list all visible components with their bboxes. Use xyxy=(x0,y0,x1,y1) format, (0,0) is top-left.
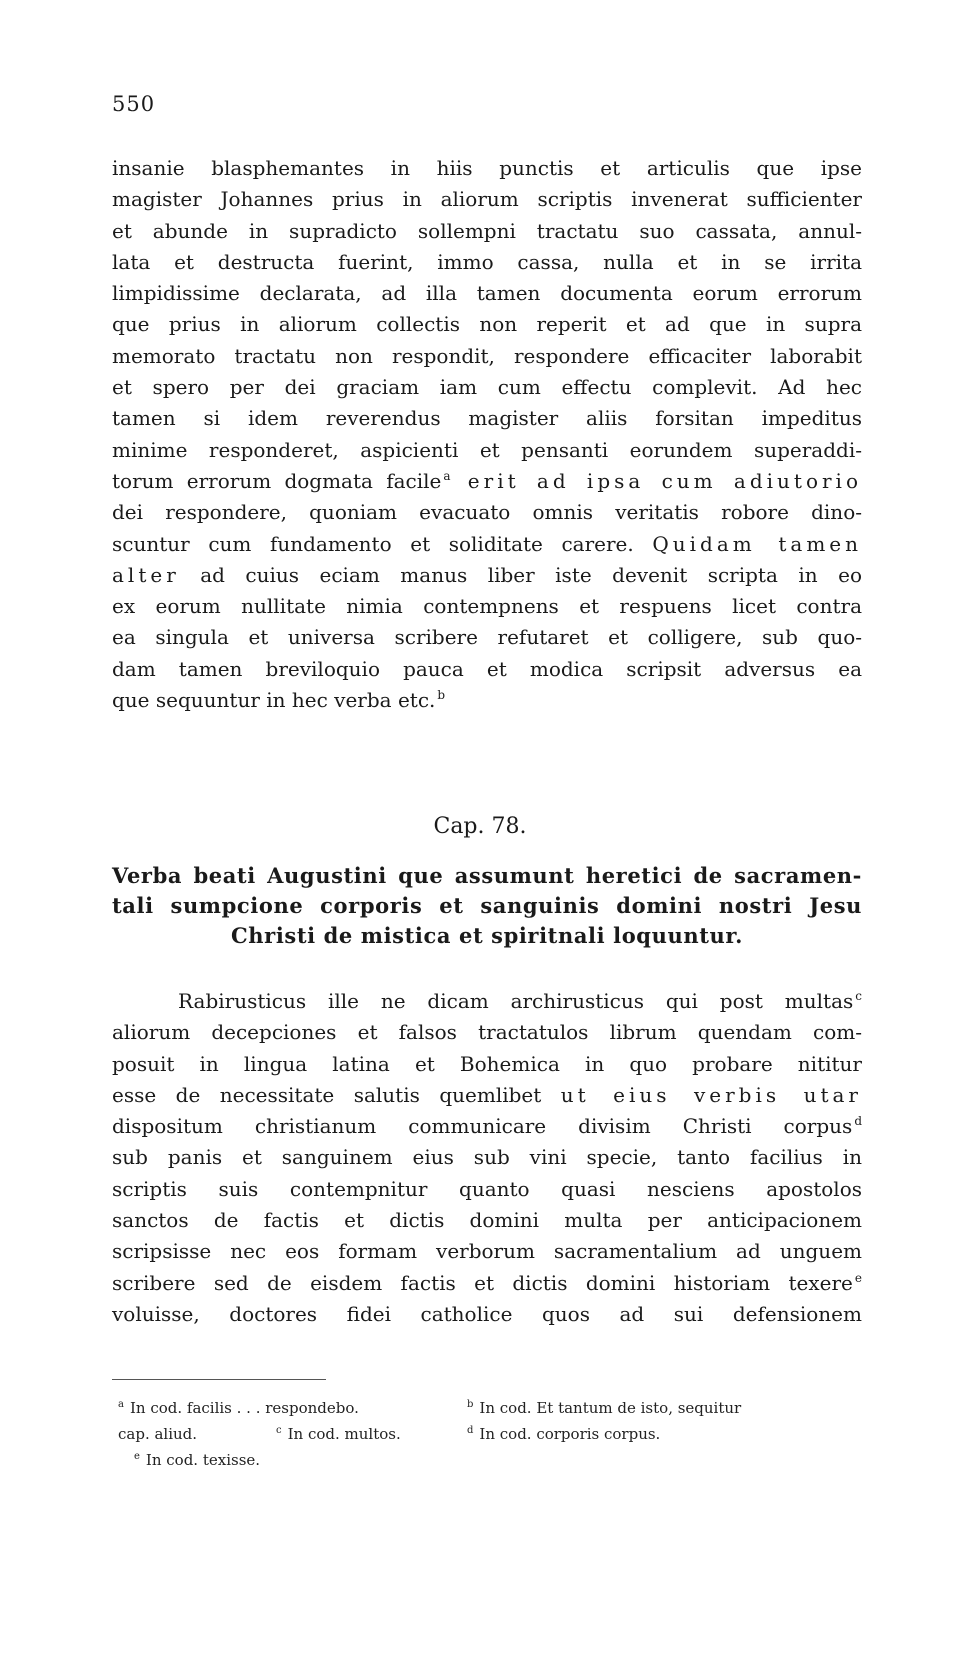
footnote-c xyxy=(276,1421,401,1447)
footnote-text: In cod. multos. xyxy=(287,1425,401,1443)
chapter-title-line: Christi de mistica et spiritnali loquuntur. xyxy=(230,923,744,948)
text-line xyxy=(112,986,862,1017)
text-line xyxy=(112,685,862,716)
footnote-a xyxy=(118,1395,359,1421)
text-line xyxy=(112,560,862,591)
page-number: 550 xyxy=(112,92,156,116)
footnote-mark: d xyxy=(467,1425,474,1436)
text-segment: scuntur cum fundamento et soliditate carere. xyxy=(112,531,653,556)
text-line: ea singula et universa scribere refutaret et colligere, sub quo- xyxy=(112,625,862,650)
text-segment: torum errorum dogmata facile xyxy=(112,468,442,493)
spaced-text: ut eius verbis utar xyxy=(560,1082,862,1107)
text-segment: scribere sed de eisdem factis et dictis domini historiam texere xyxy=(112,1270,853,1295)
footnote-row xyxy=(112,1395,872,1421)
footnote-mark-e: e xyxy=(854,1270,862,1285)
text-line: voluisse, doctores fidei catholice quos ad sui defensionem xyxy=(112,1301,862,1326)
footnote-mark-b: b xyxy=(437,688,446,703)
text-line: sanctos de factis et dictis domini multa per anticipacionem xyxy=(112,1208,862,1233)
footnote-text: In cod. Et tantum de isto, sequitur xyxy=(479,1399,742,1417)
footnote-text: In cod. facilis . . . respondebo. xyxy=(129,1399,359,1417)
footnote-mark-c: c xyxy=(855,989,862,1003)
text-line: dei respondere, quoniam evacuato omnis veritatis robore dino- xyxy=(112,500,862,525)
text-line: et abunde in supradicto sollempni tractatu suo cassata, annul- xyxy=(112,218,862,243)
text-line: scripsisse nec eos formam verborum sacramentalium ad unguem xyxy=(112,1239,862,1264)
spaced-text: alter xyxy=(112,562,180,587)
text-segment: dispositum christianum communicare divisim Christi corpus xyxy=(112,1114,853,1139)
chapter-number: Cap. 78. xyxy=(433,814,527,839)
text-line xyxy=(112,1111,862,1142)
text-line xyxy=(112,1268,862,1299)
footnote-b-continuation: cap. aliud. xyxy=(118,1425,198,1443)
paragraph-2 xyxy=(112,986,862,1330)
text-line: sub panis et sanguinem eius sub vini specie, tanto facilius in xyxy=(112,1145,862,1170)
spaced-text: Quidam tamen xyxy=(652,531,862,556)
text-segment: esse de necessitate salutis quemlibet xyxy=(112,1082,561,1107)
paragraph-1 xyxy=(112,153,862,716)
text-line: posuit in lingua latina et Bohemica in quo probare nititur xyxy=(112,1051,862,1076)
text-line: que prius in aliorum collectis non reperit et ad que in supra xyxy=(112,312,862,337)
text-line: dam tamen breviloquio pauca et modica scripsit adversus ea xyxy=(112,656,862,681)
chapter-title xyxy=(112,861,862,951)
footnote-mark: c xyxy=(276,1425,282,1436)
text-line: tamen si idem reverendus magister aliis forsitan impeditus xyxy=(112,406,862,431)
chapter-title-line: tali sumpcione corporis et sanguinis domini nostri Jesu xyxy=(112,893,862,918)
footnote-text: In cod. texisse. xyxy=(145,1451,261,1469)
text-line: minime responderet, aspicienti et pensanti eorundem superaddi- xyxy=(112,437,862,462)
footnote-mark: a xyxy=(118,1399,124,1410)
footnote-d xyxy=(467,1421,660,1447)
chapter-title-line: Verba beati Augustini que assumunt heretici de sacramen- xyxy=(112,863,862,888)
footnote-e xyxy=(134,1447,260,1473)
text-line: memorato tractatu non respondit, respondere efficaciter laborabit xyxy=(112,343,862,368)
text-line: aliorum decepciones et falsos tractatulos librum quendam com- xyxy=(112,1020,862,1045)
footnote-b xyxy=(467,1395,741,1421)
footnotes xyxy=(112,1395,872,1473)
text-segment: que sequuntur in hec verba etc. xyxy=(112,688,436,713)
text-line: magister Johannes prius in aliorum scriptis invenerat sufficienter xyxy=(112,187,862,212)
footnote-separator xyxy=(112,1379,326,1380)
text-line: insanie blasphemantes in hiis punctis et articulis que ipse xyxy=(112,156,862,180)
text-line xyxy=(112,466,862,497)
footnote-mark-d: d xyxy=(854,1114,862,1129)
text-line xyxy=(112,529,862,560)
footnote-text: In cod. corporis corpus. xyxy=(479,1425,661,1443)
text-line: ex eorum nullitate nimia contempnens et respuens licet contra xyxy=(112,594,862,619)
text-line: et spero per dei graciam iam cum effectu complevit. Ad hec xyxy=(112,375,862,400)
footnote-mark: b xyxy=(467,1399,474,1410)
text-line: limpidissime declarata, ad illa tamen documenta eorum errorum xyxy=(112,281,862,306)
footnote-row xyxy=(112,1447,872,1473)
text-segment: Rabirusticus ille ne dicam archirusticus qui post multas xyxy=(178,989,854,1013)
footnote-mark-a: a xyxy=(443,468,451,483)
text-segment: erit ad ipsa cum adiutorio xyxy=(450,468,862,493)
text-line: scriptis suis contempnitur quanto quasi nesciens apostolos xyxy=(112,1176,862,1201)
footnote-mark: e xyxy=(134,1451,140,1462)
text-segment: ad cuius eciam manus liber iste devenit scripta in eo xyxy=(179,562,862,587)
footnote-row xyxy=(112,1421,872,1447)
text-line: lata et destructa fuerint, immo cassa, nulla et in se irrita xyxy=(112,249,862,274)
text-line xyxy=(112,1080,862,1111)
